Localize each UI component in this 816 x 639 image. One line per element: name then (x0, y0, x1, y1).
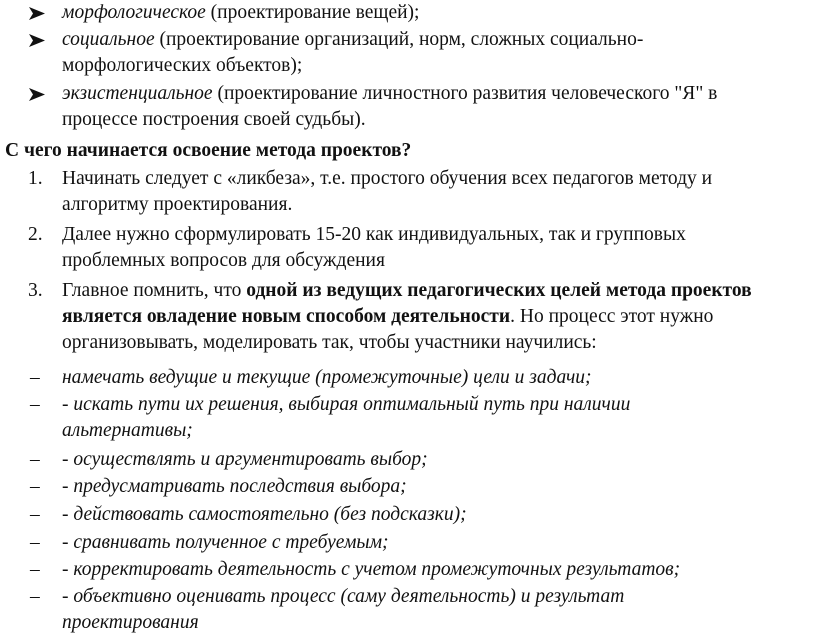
numbered-item-text: Главное помнить, что (62, 280, 247, 301)
numbered-item-text: Начинать следует с «ликбеза», т.е. простого обучения всех педагогов методу и (62, 168, 713, 189)
list-number: 2. (28, 224, 43, 245)
dash-marker: – (30, 586, 40, 607)
skill-text: - корректировать деятельность с учетом промежуточных результатов; (62, 559, 681, 580)
skill-text: - осуществлять и аргументировать выбор; (62, 449, 428, 470)
numbered-item-text: Далее нужно сформулировать 15-20 как индивидуальных, так и групповых (62, 224, 686, 245)
arrowhead-bullet-icon (28, 27, 48, 53)
arrowhead-bullet-icon (28, 0, 48, 26)
bullet-text: (проектирование личностного развития человеческого "Я" в (212, 83, 718, 104)
dash-marker: – (30, 559, 40, 580)
bullet-term: социальное (62, 29, 155, 50)
bullet-text: (проектирование вещей); (205, 2, 420, 23)
numbered-item-text: организовывать, моделировать так, чтобы участники научились: (62, 332, 597, 353)
bullet-continuation: морфологических объектов); (62, 55, 303, 76)
skill-text: альтернативы; (62, 420, 193, 441)
numbered-item-text: проблемных вопросов для обсуждения (62, 250, 385, 271)
list-number: 1. (28, 168, 43, 189)
emphasis-text: является овладение новым способом деятельности (62, 306, 511, 327)
skill-text: - объективно оценивать процесс (саму деятельность) и результат (62, 586, 625, 607)
skill-text: - действовать самостоятельно (без подсказки); (62, 504, 467, 525)
dash-marker: – (30, 449, 40, 470)
list-number: 3. (28, 280, 43, 301)
bullet-term: морфологическое (62, 2, 206, 23)
numbered-item-text: . Но процесс этот нужно (510, 306, 714, 327)
dash-marker: – (30, 476, 40, 497)
dash-marker: – (30, 394, 40, 415)
section-heading: С чего начинается освоение метода проектов? (5, 140, 412, 161)
numbered-item-text: алгоритму проектирования. (62, 194, 293, 215)
arrowhead-bullet-icon (28, 81, 48, 107)
skill-text: намечать ведущие и текущие (промежуточные) цели и задачи; (62, 367, 592, 388)
skill-text: - сравнивать полученное с требуемым; (62, 532, 389, 553)
dash-marker: – (30, 532, 40, 553)
dash-marker: – (30, 367, 40, 388)
bullet-text: (проектирование организаций, норм, сложных социально- (154, 29, 644, 50)
dash-marker: – (30, 504, 40, 525)
skill-text: - искать пути их решения, выбирая оптимальный путь при наличии (62, 394, 631, 415)
bullet-continuation: процессе построения своей судьбы). (62, 109, 366, 130)
skill-text: - предусматривать последствия выбора; (62, 476, 407, 497)
skill-text: проектирования (62, 612, 199, 633)
bullet-term: экзистенциальное (62, 83, 213, 104)
emphasis-text: одной из ведущих педагогических целей метода проектов (246, 280, 752, 301)
